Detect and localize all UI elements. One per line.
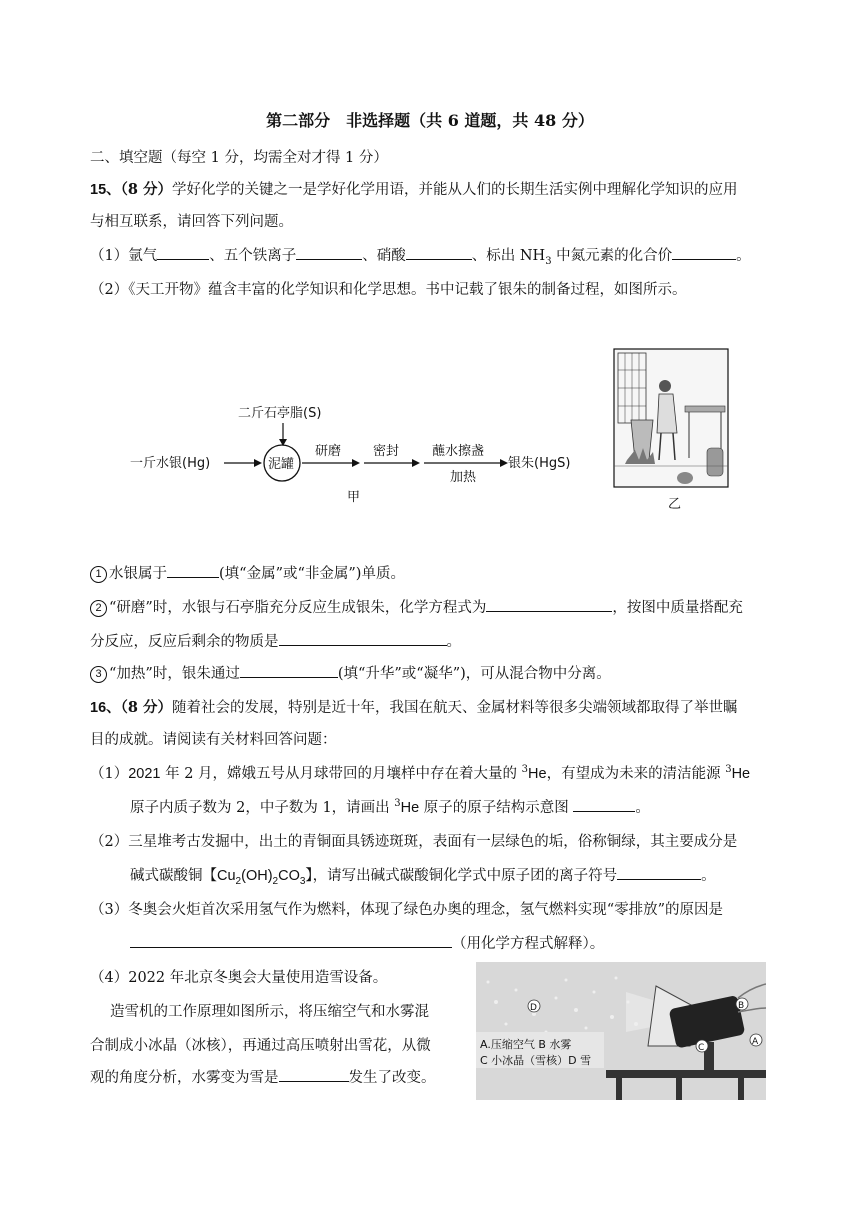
q15-p1-text-a: （1）氩气 xyxy=(90,248,158,264)
q15-number: 15、 xyxy=(90,182,121,198)
q16-part2-line2 xyxy=(130,864,716,887)
q16-part2-line1: （2）三星堆考古发掘中，出土的青铜面具锈迹斑斑，表面有一层绿色的垢，俗称铜绿，其主要成分是 xyxy=(90,834,738,850)
snow-marker-d: D xyxy=(530,1003,537,1013)
answer-blank-argon[interactable] xyxy=(157,245,209,261)
q15-part1 xyxy=(90,244,751,267)
answer-blank-remaining[interactable] xyxy=(279,631,447,647)
flow-product: 银朱(HgS) xyxy=(508,456,571,471)
q15-s3-text-b: (填“升华”或“凝华”)，可从混合物中分离。 xyxy=(337,666,611,682)
q16-p4-text-a: 观的角度分析，水雾变为雪是 xyxy=(90,1070,279,1086)
snow-marker-c: C xyxy=(698,1043,705,1053)
q15-s1-text-a: 水银属于 xyxy=(109,566,167,582)
q15-stem-line1 xyxy=(90,178,738,199)
flow-top-input: 二斤石亭脂(S) xyxy=(238,406,322,421)
answer-blank-sublimation[interactable] xyxy=(240,663,338,679)
q16-part4-line2: 造雪机的工作原理如图所示，将压缩空气和水雾混 xyxy=(110,1004,429,1020)
q16-part3-line2 xyxy=(130,932,604,953)
q16-p2-end: 。 xyxy=(701,868,716,884)
q15-p1-text-c: 、硝酸 xyxy=(362,248,406,264)
formula-sub-3: 3 xyxy=(299,875,306,887)
q16-p2-text-a: 碱式碳酸铜【 xyxy=(130,868,217,884)
q16-p1-prefix: （1） xyxy=(90,766,129,782)
formula-part-co: CO xyxy=(278,868,300,884)
q16-part4-line4 xyxy=(90,1066,436,1087)
answer-blank-iron-ions[interactable] xyxy=(296,245,362,261)
q15-s2-line2-text: 分反应，反应后剩余的物质是 xyxy=(90,634,279,650)
q16-p4-text-b: 发生了改变。 xyxy=(348,1070,436,1086)
q16-p1-year: 2021 xyxy=(128,766,161,782)
q16-p1-sup-b: 3 xyxy=(725,764,732,776)
flow-diagram-jia xyxy=(120,395,600,505)
flow-left-input: 一斤水银(Hg) xyxy=(130,456,211,471)
section-heading: 二、填空题（每空 1 分，均需全对才得 1 分） xyxy=(90,150,388,166)
formula-sub-1: 2 xyxy=(235,875,242,887)
answer-blank-mercury-type[interactable] xyxy=(167,563,219,579)
q15-s2-line2-end: 。 xyxy=(446,634,461,650)
q16-stem-line2: 目的成就。请阅读有关材料回答问题： xyxy=(90,732,337,748)
q16-p1-sup-a: 3 xyxy=(521,764,529,776)
snow-marker-b: B xyxy=(738,1001,745,1011)
q15-stem-line2: 与相互联系，请回答下列问题。 xyxy=(90,214,293,230)
q16-part4-line3: 合制成小冰晶（冰核），再通过高压喷射出雪花，从微 xyxy=(90,1038,431,1054)
q15-sub2-line2 xyxy=(90,630,461,651)
q16-part3-line1: （3）冬奥会火炬首次采用氢气作为燃料，体现了绿色办奥的理念，氢气燃料实现“零排放”的原因是 xyxy=(90,902,724,918)
q16-part1-line1 xyxy=(90,762,750,783)
answer-blank-equation[interactable] xyxy=(486,597,612,613)
q16-p1-he-c: He xyxy=(400,800,420,816)
flow-label-jia: 甲 xyxy=(347,490,361,505)
q15-p1-end: 。 xyxy=(736,248,751,264)
q16-part4-line1: （4）2022 年北京冬奥会大量使用造雪设备。 xyxy=(90,970,388,986)
q16-p1-text-b: 年 2 月，嫦娥五号从月球带回的月壤样中存在着大量的 xyxy=(160,766,522,782)
answer-blank-nitric-acid[interactable] xyxy=(406,245,472,261)
answer-blank-micro-change[interactable] xyxy=(279,1067,349,1083)
q16-p3-end: （用化学方程式解释）。 xyxy=(452,936,605,952)
q15-s1-text-b: (填“金属”或“非金属”)单质。 xyxy=(219,566,405,582)
q16-score: （8 分） xyxy=(120,699,173,716)
circled-number-2: 2 xyxy=(90,600,107,617)
flow-step-heat: 加热 xyxy=(450,470,477,485)
q16-number: 16、 xyxy=(90,700,121,716)
snow-legend-line1: A.压缩空气 B 水雾 xyxy=(480,1038,572,1051)
flow-step-grind: 研磨 xyxy=(315,444,342,459)
flow-step-seal: 密封 xyxy=(373,444,400,459)
q16-p1-he-a: He xyxy=(528,766,547,782)
formula-cu2oh2co3 xyxy=(217,868,306,887)
q15-p1-subscript: 3 xyxy=(545,255,552,267)
formula-part-cu: Cu xyxy=(217,868,236,884)
q16-stem-text: 随着社会的发展，特别是近十年，我国在航天、金属材料等很多尖端领域都取得了举世瞩 xyxy=(172,700,738,716)
flow-vessel-label: 泥罐 xyxy=(268,457,295,472)
q15-p1-text-d: 、标出 NH xyxy=(471,248,546,264)
q15-s3-text-a: “加热”时，银朱通过 xyxy=(109,666,240,682)
q16-p1-sup-c: 3 xyxy=(394,798,401,810)
flow-step-wipe: 蘸水擦盏 xyxy=(432,444,485,459)
q15-p1-text-b: 、五个铁离子 xyxy=(209,248,297,264)
answer-blank-hydrogen-equation[interactable] xyxy=(130,933,452,949)
q16-p2-text-b: 】，请写出碱式碳酸铜化学式中原子团的离子符号 xyxy=(305,868,618,884)
q16-part1-line2 xyxy=(130,796,650,817)
q16-p1-line2-end: 。 xyxy=(635,800,650,816)
q15-p1-text-e: 中氮元素的化合价 xyxy=(551,248,673,264)
snow-marker-a: A xyxy=(752,1037,759,1047)
snow-machine-image xyxy=(476,962,766,1100)
formula-part-oh: (OH) xyxy=(241,868,273,884)
part-title: 第二部分 非选择题（共 6 道题，共 48 分） xyxy=(266,111,594,130)
q15-part2: （2）《天工开物》蕴含丰富的化学知识和化学思想。书中记载了银朱的制备过程，如图所示。 xyxy=(90,282,687,298)
q15-stem-text: 学好化学的关键之一是学好化学用语，并能从人们的长期生活实例中理解化学知识的应用 xyxy=(172,182,738,198)
answer-blank-atom-diagram[interactable] xyxy=(573,797,635,813)
q16-p1-he-b: He xyxy=(731,766,751,782)
answer-blank-ion-symbol[interactable] xyxy=(617,865,701,881)
q15-sub3 xyxy=(90,662,611,683)
q16-p1-text-c: ，有望成为未来的清洁能源 xyxy=(546,766,726,782)
q15-s2-text-a: “研磨”时，水银与石亭脂充分反应生成银朱，化学方程式为 xyxy=(109,600,487,616)
formula-sub-2: 2 xyxy=(272,875,279,887)
q16-stem-line1 xyxy=(90,696,738,717)
circled-number-1: 1 xyxy=(90,566,107,583)
illustration-label-yi: 乙 xyxy=(668,497,682,512)
q16-p1-line2-text-b: 原子的原子结构示意图 xyxy=(419,800,574,816)
answer-blank-valence[interactable] xyxy=(672,245,736,261)
q15-s2-text-b: ，按图中质量搭配充 xyxy=(612,600,743,616)
q16-p1-line2-text-a: 原子内质子数为 2，中子数为 1，请画出 xyxy=(130,800,395,816)
tiangong-illustration xyxy=(613,348,731,512)
q15-sub2-line1 xyxy=(90,596,743,617)
circled-number-3: 3 xyxy=(90,666,107,683)
q15-score: （8 分） xyxy=(120,181,173,198)
snow-legend-line2: C 小冰晶（雪核）D 雪 xyxy=(480,1054,592,1067)
q15-sub1 xyxy=(90,562,405,583)
